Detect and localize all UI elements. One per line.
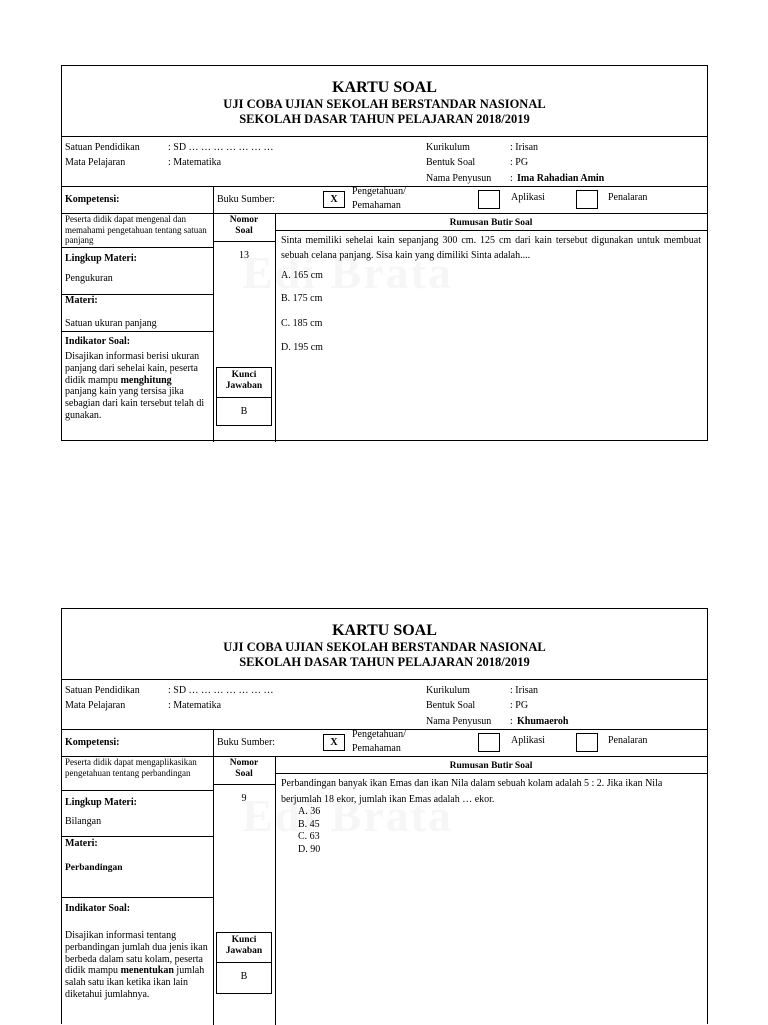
penyusun-label: Nama Penyusun [426, 173, 492, 184]
question-card-2 [61, 608, 708, 1024]
kunci-label-2: Jawaban [225, 381, 263, 391]
lingkup-materi-value: Pengukuran [65, 273, 113, 284]
kunci-jawaban-box [216, 367, 272, 426]
pengetahuan-label-1: Pengetahuan/ [352, 186, 406, 197]
card-header [62, 609, 707, 680]
pengetahuan-label-2: Pemahaman [352, 743, 401, 754]
rumusan-label: Rumusan Butir Soal [449, 761, 533, 771]
satuan-value: : SD … … … … … … … [168, 142, 274, 153]
card-subtitle-1: UJI COBA UJIAN SEKOLAH BERSTANDAR NASIONAL [223, 640, 546, 654]
grid-line [217, 397, 271, 398]
nomor-label-2: Soal [235, 769, 253, 779]
indikator-text-pre: Disajikan informasi tentang perbandingan jumlah dua jenis ikan berbeda dalam satu kolam, peserta didik mampu [65, 930, 208, 977]
aplikasi-label: Aplikasi [511, 735, 545, 746]
kurikulum-label: Kurikulum [426, 142, 470, 153]
bentuk-label: Bentuk Soal [426, 700, 476, 711]
grid-line [62, 247, 213, 248]
kunci-label-2: Jawaban [225, 946, 263, 956]
penyusun-colon: : [510, 173, 513, 184]
kompetensi-label: Kompetensi: [65, 737, 120, 748]
card-info-section [62, 679, 707, 730]
penyusun-value: Ima Rahadian Amin [517, 173, 605, 184]
satuan-value: : SD … … … … … … … [168, 685, 274, 696]
kunci-value: B [240, 971, 248, 982]
question-text: Perbandingan banyak ikan Emas dan ikan Nila dalam sebuah kolam adalah 5 : 2. Jika ikan Nila berjumlah 18 ekor, jumlah ikan Emas adalah … ekor. [281, 778, 663, 805]
card-subtitle-1: UJI COBA UJIAN SEKOLAH BERSTANDAR NASIONAL [223, 97, 546, 111]
pengetahuan-checkbox[interactable]: X [323, 191, 345, 208]
grid-line [213, 784, 275, 785]
kompetensi-text: Peserta didik dapat mengenal dan memahami pengetahuan tentang satuan panjang [65, 214, 207, 245]
nomor-soal-value: 13 [239, 250, 249, 261]
kunci-label [217, 370, 271, 392]
mapel-value: : Matematika [168, 700, 222, 711]
grid-line [62, 790, 213, 791]
indikator-label: Indikator Soal: [65, 336, 131, 347]
option-d: D. 90 [298, 844, 321, 855]
penyusun-colon: : [510, 716, 513, 727]
grid-line [275, 756, 276, 1025]
grid-line [213, 213, 707, 214]
kurikulum-value: : Irisan [510, 685, 539, 696]
option-a: A. 165 cm [281, 270, 323, 281]
materi-label: Materi: [65, 295, 98, 306]
option-b: B. 175 cm [281, 293, 323, 304]
kompetensi-label: Kompetensi: [65, 194, 120, 205]
kunci-label-1: Kunci [231, 370, 257, 380]
penalaran-label: Penalaran [608, 192, 648, 203]
question-text: Sinta memiliki sehelai kain sepanjang 300 cm. 125 cm dari kain tersebut digunakan untuk membuat sebuah celana panjang. Sisa kain yang dimiliki Sinta adalah.... [281, 235, 701, 261]
satuan-label: Satuan Pendidikan [65, 142, 140, 153]
penyusun-label: Nama Penyusun [426, 716, 492, 727]
indikator-text-bold: menentukan [120, 965, 174, 977]
aplikasi-checkbox[interactable] [478, 190, 500, 209]
card-subtitle-2: SEKOLAH DASAR TAHUN PELAJARAN 2018/2019 [239, 655, 530, 669]
nomor-soal-label [213, 758, 275, 780]
penalaran-checkbox[interactable] [576, 733, 598, 752]
pengetahuan-checkbox[interactable]: X [323, 734, 345, 751]
kunci-value: B [240, 406, 248, 417]
card-subtitle-2: SEKOLAH DASAR TAHUN PELAJARAN 2018/2019 [239, 112, 530, 126]
bentuk-value: : PG [510, 157, 529, 168]
mapel-label: Mata Pelajaran [65, 700, 126, 711]
pengetahuan-label-1: Pengetahuan/ [352, 729, 406, 740]
indikator-text-pre: Disajikan informasi berisi ukuran panjang dari sehelai kain, peserta didik mampu [65, 351, 200, 386]
bentuk-value: : PG [510, 700, 529, 711]
indikator-text-post: jumlah salah satu ikan ketika ikan lain diketahui jumlahnya. [65, 965, 205, 1000]
aplikasi-checkbox[interactable] [478, 733, 500, 752]
grid-line [275, 213, 276, 442]
card-title: KARTU SOAL [332, 79, 437, 96]
nomor-soal-label [213, 215, 275, 237]
indikator-label: Indikator Soal: [65, 903, 131, 914]
indikator-text [65, 930, 211, 1001]
penalaran-checkbox[interactable] [576, 190, 598, 209]
kunci-label-1: Kunci [231, 935, 257, 945]
pengetahuan-label-2: Pemahaman [352, 200, 401, 211]
kunci-label [217, 935, 271, 957]
aplikasi-label: Aplikasi [511, 192, 545, 203]
kompetensi-text: Peserta didik dapat mengaplikasikan pengetahuan tentang perbandingan [65, 757, 197, 778]
kurikulum-value: : Irisan [510, 142, 539, 153]
materi-value: Perbandingan [65, 863, 123, 873]
grid-line [213, 241, 275, 242]
satuan-label: Satuan Pendidikan [65, 685, 140, 696]
nomor-soal-value: 9 [241, 793, 247, 804]
card-header [62, 66, 707, 137]
nomor-label-2: Soal [235, 226, 253, 236]
bentuk-label: Bentuk Soal [426, 157, 476, 168]
grid-line [62, 897, 213, 898]
option-c: C. 185 cm [281, 318, 323, 329]
kurikulum-label: Kurikulum [426, 685, 470, 696]
indikator-text-post: panjang kain yang tersisa jika sebagian dari kain tersebut telah di gunakan. [65, 386, 205, 421]
indikator-text [65, 351, 205, 422]
materi-value: Satuan ukuran panjang [65, 318, 157, 329]
rumusan-label: Rumusan Butir Soal [449, 218, 533, 228]
card-title: KARTU SOAL [332, 622, 437, 639]
mapel-label: Mata Pelajaran [65, 157, 126, 168]
grid-line [62, 836, 213, 837]
indikator-text-bold: menghitung [120, 374, 172, 386]
grid-line [62, 331, 213, 332]
lingkup-materi-label: Lingkup Materi: [65, 797, 137, 808]
buku-sumber-label: Buku Sumber: [217, 737, 276, 748]
option-d: D. 195 cm [281, 342, 323, 353]
grid-line [275, 230, 707, 231]
grid-line [275, 773, 707, 774]
buku-sumber-label: Buku Sumber: [217, 194, 276, 205]
materi-label: Materi: [65, 838, 98, 849]
lingkup-materi-label: Lingkup Materi: [65, 253, 137, 264]
penyusun-value: Khumaeroh [517, 716, 569, 727]
option-a: A. 36 [298, 806, 321, 817]
mapel-value: : Matematika [168, 157, 222, 168]
grid-line [217, 962, 271, 963]
nomor-label-1: Nomor [229, 758, 259, 768]
option-c: C. 63 [298, 831, 320, 842]
penalaran-label: Penalaran [608, 735, 648, 746]
lingkup-materi-value: Bilangan [65, 816, 102, 827]
kunci-jawaban-box [216, 932, 272, 994]
question-card-1 [61, 65, 708, 441]
option-b: B. 45 [298, 819, 320, 830]
card-info-section [62, 136, 707, 187]
nomor-label-1: Nomor [229, 215, 259, 225]
